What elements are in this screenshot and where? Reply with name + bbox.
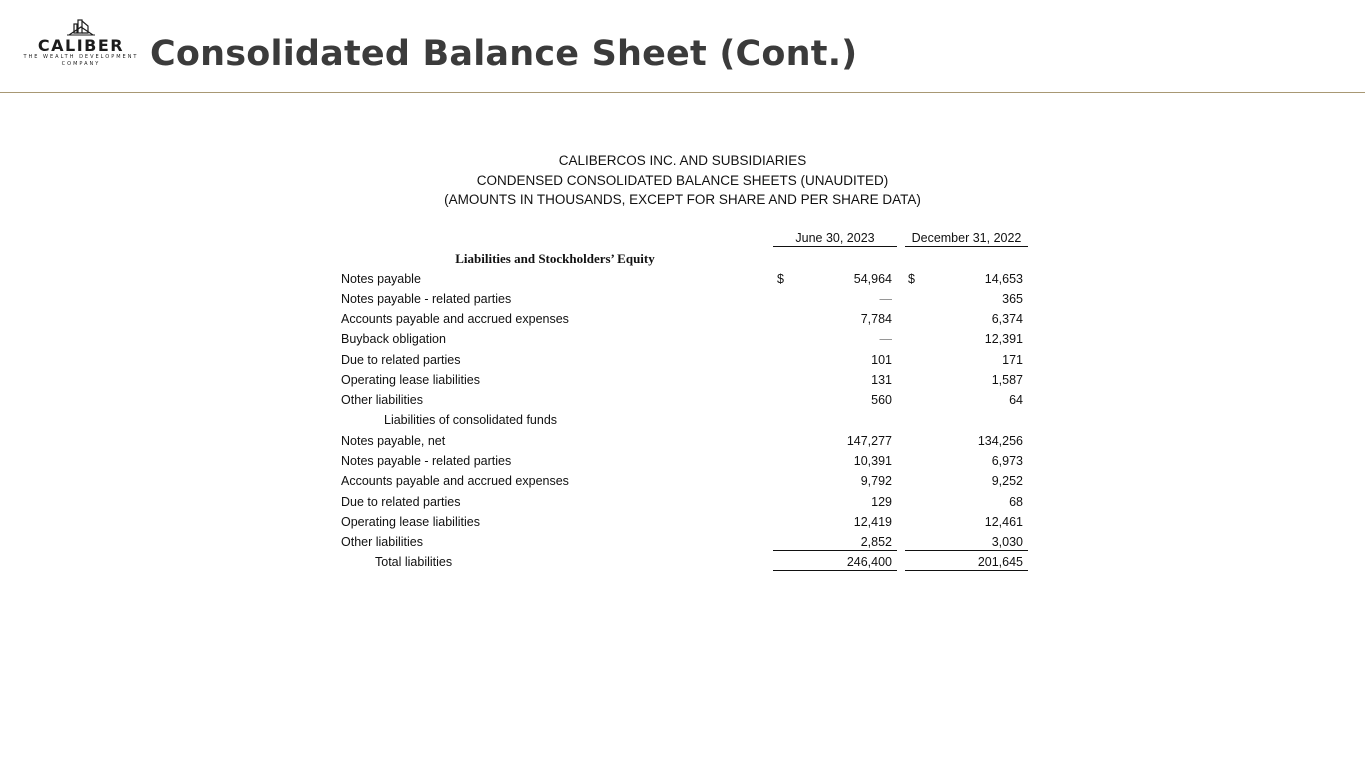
value-june-2023: 12,419 [853, 515, 892, 529]
total-rule-dec-2022 [905, 570, 1028, 571]
table-row [0, 292, 1365, 312]
company-logo [22, 18, 140, 74]
row-label: Notes payable - related parties [341, 292, 512, 306]
table-row [0, 515, 1365, 535]
total-label: Total liabilities [375, 555, 453, 569]
table-row [0, 454, 1365, 474]
subsection-row [0, 413, 1365, 433]
value-june-2023: 560 [871, 393, 892, 407]
row-label: Due to related parties [341, 353, 461, 367]
row-label: Due to related parties [341, 495, 461, 509]
value-dec-2022: 3,030 [991, 535, 1023, 549]
currency-symbol: $ [777, 272, 784, 286]
total-dec-2022: 201,645 [977, 555, 1023, 569]
company-heading: CALIBERCOS INC. AND SUBSIDIARIES [558, 153, 807, 168]
value-june-2023: 129 [871, 495, 892, 509]
logo-tagline-2: COMPANY [61, 61, 101, 67]
value-june-2023: 54,964 [853, 272, 892, 286]
page-header [0, 0, 1365, 93]
subtotal-rule-june-2023 [773, 550, 897, 551]
column-header-row [0, 231, 1365, 251]
value-dec-2022: 134,256 [977, 434, 1023, 448]
row-label: Notes payable, net [341, 434, 446, 448]
value-dec-2022: 171 [1002, 353, 1023, 367]
section-title: Liabilities and Stockholders’ Equity [455, 251, 655, 266]
table-row [0, 312, 1365, 332]
value-dec-2022: 12,391 [984, 332, 1023, 346]
value-june-2023: 7,784 [860, 312, 892, 326]
value-june-2023: 9,792 [860, 474, 892, 488]
value-june-2023: 2,852 [860, 535, 892, 549]
total-rule-june-2023 [773, 570, 897, 571]
logo-brand: CALIBER [37, 36, 125, 55]
value-june-2023: — [879, 292, 892, 306]
row-label: Notes payable - related parties [341, 454, 512, 468]
row-label: Other liabilities [341, 393, 423, 407]
statement-heading: CONDENSED CONSOLIDATED BALANCE SHEETS (UNAUDITED) [476, 173, 889, 188]
row-label: Accounts payable and accrued expenses [341, 312, 569, 326]
value-dec-2022: 1,587 [991, 373, 1023, 387]
value-june-2023: 101 [871, 353, 892, 367]
value-june-2023: 10,391 [853, 454, 892, 468]
row-label: Operating lease liabilities [341, 515, 480, 529]
table-row [0, 495, 1365, 515]
column-header-june-2023: June 30, 2023 [773, 231, 897, 247]
row-label: Operating lease liabilities [341, 373, 480, 387]
table-row [0, 393, 1365, 413]
logo-tagline-1: THE WEALTH DEVELOPMENT [23, 54, 139, 60]
table-row [0, 434, 1365, 454]
value-june-2023: — [879, 332, 892, 346]
value-dec-2022: 365 [1002, 292, 1023, 306]
value-dec-2022: 64 [1009, 393, 1023, 407]
row-label: Other liabilities [341, 535, 423, 549]
value-dec-2022: 14,653 [984, 272, 1023, 286]
table-row [0, 353, 1365, 373]
table-row [0, 373, 1365, 393]
subsection-label: Liabilities of consolidated funds [384, 413, 558, 427]
row-label: Buyback obligation [341, 332, 446, 346]
total-june-2023: 246,400 [846, 555, 892, 569]
building-logo-icon [66, 18, 96, 36]
units-heading: (AMOUNTS IN THOUSANDS, EXCEPT FOR SHARE AND PER SHARE DATA) [444, 192, 921, 207]
row-label: Accounts payable and accrued expenses [341, 474, 569, 488]
page-title: Consolidated Balance Sheet (Cont.) [150, 34, 858, 74]
column-header-dec-2022: December 31, 2022 [905, 231, 1028, 247]
value-dec-2022: 9,252 [991, 474, 1023, 488]
value-dec-2022: 68 [1009, 495, 1023, 509]
row-label: Notes payable [341, 272, 421, 286]
table-row [0, 332, 1365, 352]
total-row [0, 555, 1365, 575]
table-row [0, 535, 1365, 555]
table-row [0, 474, 1365, 494]
value-dec-2022: 12,461 [984, 515, 1023, 529]
table-row [0, 272, 1365, 292]
section-row [0, 251, 1365, 271]
value-dec-2022: 6,973 [991, 454, 1023, 468]
value-june-2023: 147,277 [846, 434, 892, 448]
currency-symbol: $ [908, 272, 915, 286]
subtotal-rule-dec-2022 [905, 550, 1028, 551]
value-dec-2022: 6,374 [991, 312, 1023, 326]
value-june-2023: 131 [871, 373, 892, 387]
